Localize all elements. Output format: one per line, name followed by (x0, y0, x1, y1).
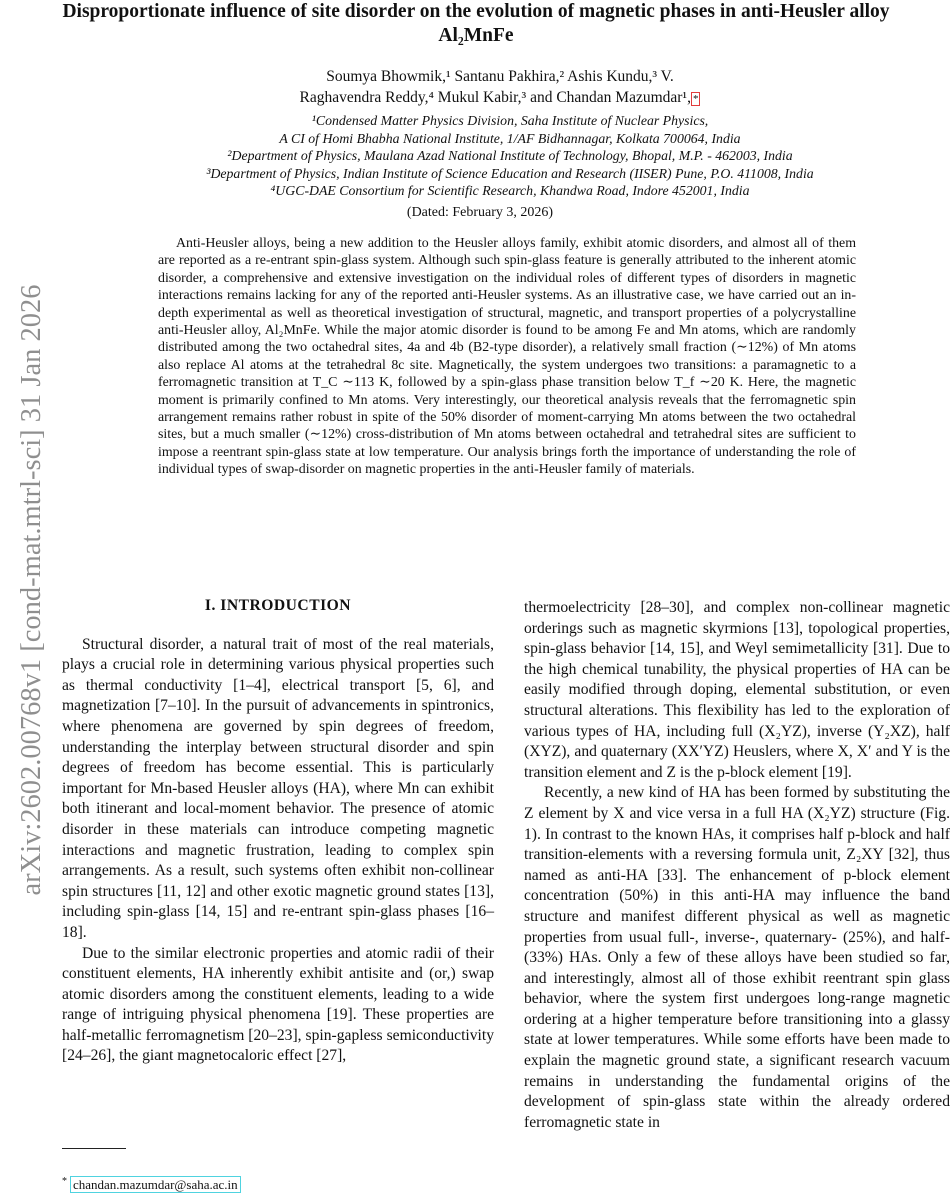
section-heading: I. INTRODUCTION (204, 597, 352, 614)
left-column (62, 596, 494, 1067)
email-link[interactable]: chandan.mazumdar@saha.ac.in (70, 1176, 241, 1193)
affiliation-line: ³Department of Physics, Indian Institute of Science Education and Research (IISER) Pune, P.O. 411008, India (206, 165, 814, 181)
corresponding-author-link[interactable]: * (692, 93, 699, 105)
paragraph: Due to the similar electronic properties and atomic radii of their constituent elements, HA inherently exhibit antisite and (or,) swap atomic disorders among the constituent elements, leading to a wide range of intriguing physical phenomena [19]. These properties are half-metallic ferromagnetism [20–23], spin-gapless semiconductivity [24–26], the giant magnetocaloric effect [27], (62, 944, 494, 1065)
footnote (62, 1176, 241, 1193)
date-line: (Dated: February 3, 2026) (406, 205, 554, 220)
abstract (158, 235, 856, 479)
right-column (524, 598, 950, 1133)
paragraph: thermoelectricity [28–30], and complex non-collinear magnetic orderings such as magnetic skyrmions [13], topological properties, spin-glass behavior [14, 15], and Weyl semimetallicity [31]. Due to the high chemical tunability, the physical properties of HA can be easily modified through doping, elemental substitution, or even structural alterations. This flexibility has led to the exploration of various types of HA, including full (X₂YZ), inverse (Y₂XZ), half (XYZ), and quaternary (XX′YZ) Heuslers, where X, X′ and Y is the transition element and Z is the p-block element [19]. (524, 599, 950, 781)
arxiv-identifier: arXiv:2602.00768v1 [cond-mat.mtrl-sci] 31 Jan 2026 (16, 284, 47, 896)
author-line-2 (200, 87, 800, 110)
author-line-2-text: Raghavendra Reddy,⁴ Mukul Kabir,³ and Chandan Mazumdar¹, (299, 89, 691, 106)
paper-title: Disproportionate influence of site disorder on the evolution of magnetic phases in anti-Heusler alloy Al₂MnFe (62, 1, 890, 46)
affiliations (60, 112, 952, 200)
affiliation-line: A CI of Homi Bhabha National Institute, 1/AF Bidhannagar, Kolkata 700064, India (279, 130, 741, 146)
footnote-mark: * (62, 1176, 67, 1187)
affiliation-line: ²Department of Physics, Maulana Azad National Institute of Technology, Bhopal, M.P. - 462003, India (227, 148, 793, 163)
paragraph: Structural disorder, a natural trait of most of the real materials, plays a crucial role in determining various physical properties such as thermal conductivity [1–4], electrical transport [5, 6], and magnetization [7–10]. In the pursuit of advancements in spintronics, where phenomena are governed by spin degrees of freedom, understanding the interplay between structural disorder and spin degrees of freedom has become essential. This is particularly important for Mn-based Heusler alloys (HA), where Mn can exhibit both itinerant and local-moment behavior. The presence of atomic disorder in these materials can introduce competing magnetic interactions and magnetic frustration, leading to complex spin arrangements. As a result, such systems often exhibit non-collinear spin structures [11, 12] and other exotic magnetic ground states [13], including spin-glass [14, 15] and re-entrant spin-glass phases [16–18]. (62, 635, 494, 941)
paragraph: Recently, a new kind of HA has been formed by substituting the Z element by X and vice versa in a full HA (X₂YZ) structure (Fig. 1). In contrast to the known HAs, it comprises half p-block and half transition-elements with a reversing formula unit, Z₂XY [32], thus named as anti-HA [33]. The enhancement of p-block element concentration (50%) in this anti-HA may influence the band structure and manifest different physical as well as magnetic properties from usual full-, inverse-, quaternary- (25%), and half-(33%) HAs. Only a few of these alloys have been studied so far, and interestingly, almost all of those exhibit reentrant spin glass behavior, where the system first undergoes long-range magnetic ordering at a higher temperature before transitioning into a glassy state at lower temperatures. While some efforts have been made to explain the magnetic ground state, a significant research vacuum remains in understanding the fundamental origins of the development of spin-glass state within the already ordered ferromagnetic state in (524, 784, 950, 1131)
affiliation-line: ⁴UGC-DAE Consortium for Scientific Research, Khandwa Road, Indore 452001, India (270, 183, 750, 198)
author-list (200, 66, 800, 110)
footnote-divider (62, 1148, 126, 1149)
author-line-1: Soumya Bhowmik,¹ Santanu Pakhira,² Ashis Kundu,³ V. (326, 68, 674, 85)
abstract-text: Anti-Heusler alloys, being a new addition to the Heusler alloys family, exhibit atomic disorders, and almost all of them are reported as a re-entrant spin-glass system. Although such spin-glass feature is generally attributed to the inherent atomic disorder, a comprehensive and extensive investigation on the individual roles of different types of disorders in magnetic interactions remains lacking for any of the reported anti-Heusler systems. As an illustrative case, we have carried out an in-depth experimental as well as theoretical investigation of structural, magnetic, and transport properties of a polycrystalline anti-Heusler alloy, Al₂MnFe. While the major atomic disorder is found to be among Fe and Mn atoms, which are randomly distributed among the two octahedral sites, 4a and 4b (B2-type disorder), a relatively small fraction (∼12%) of Mn atoms also replace Al atoms at the tetrahedral 8c site. Magnetically, the system undergoes two transitions: a paramagnetic to a ferromagnetic transition at T_C ∼113 K, followed by a spin-glass phase transition below T_f ∼20 K. Here, the magnetic moment is primarily confined to Mn atoms. Very interestingly, our theoretical analysis reveals that the ferromagnetic spin arrangement remains rather robust in spite of the 50% disorder of moment-carrying Mn atoms between the two octahedral sites, but a much smaller (∼12%) cross-distribution of Mn atoms between octahedral and tetrahedral sites are sufficient to impose a reentrant spin-glass state at low temperature. Our analysis brings forth the importance of understanding the role of individual types of swap-disorder on magnetic properties in the anti-Heusler family of materials. (158, 236, 856, 478)
affiliation-line: ¹Condensed Matter Physics Division, Saha Institute of Nuclear Physics, (311, 113, 709, 128)
